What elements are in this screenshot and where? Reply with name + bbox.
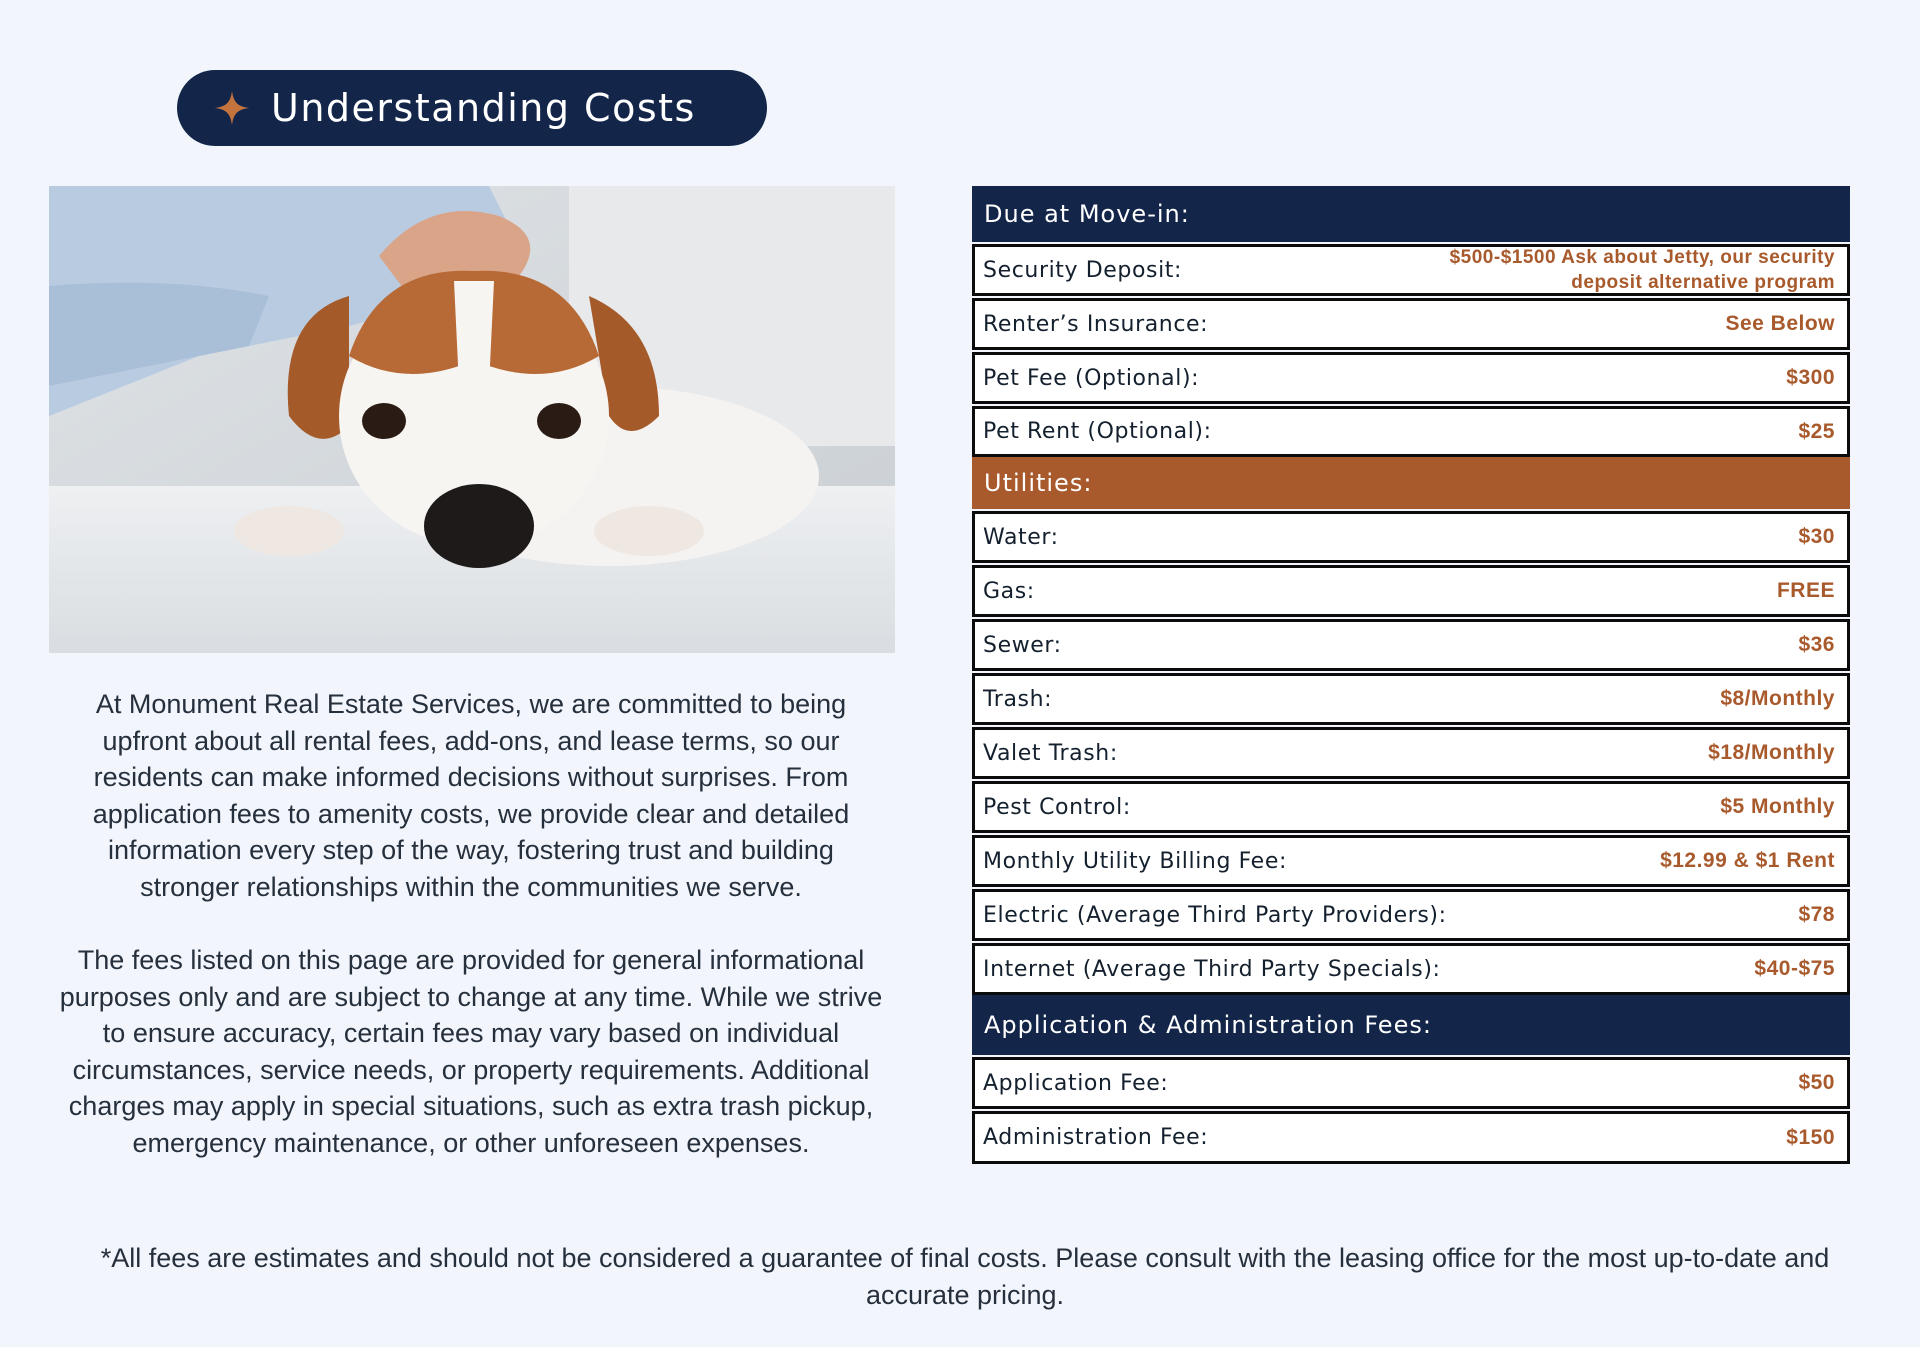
fee-value: $36 (1798, 633, 1835, 656)
fee-label: Trash: (983, 686, 1053, 712)
fee-label: Pet Rent (Optional): (983, 419, 1212, 444)
fee-value: $8/Monthly (1720, 687, 1835, 710)
fee-label: Gas: (983, 578, 1035, 604)
disclaimer-text: *All fees are estimates and should not be considered a guarantee of final costs. Please consult with the leasing office for the most up-to-date and accurate pricing. (100, 1243, 1830, 1310)
move-in-heading: Due at Move-in: (972, 186, 1850, 242)
fee-value: $500-$1500 Ask about Jetty, our security deposit alternative program (1449, 247, 1835, 293)
fee-value: $300 (1786, 366, 1835, 389)
fee-value: $150 (1786, 1125, 1835, 1149)
fee-row-utility-billing (972, 835, 1850, 887)
fee-value: $50 (1798, 1071, 1835, 1094)
fee-row-gas (972, 565, 1850, 617)
fee-value: FREE (1776, 579, 1835, 602)
dog-photo (49, 186, 895, 653)
page-title-banner (177, 70, 767, 146)
fee-row-sewer (972, 619, 1850, 671)
intro-paragraph-1: At Monument Real Estate Services, we are committed to being upfront about all rental fees, add-ons, and lease terms, so our residents can make informed decisions without surprises. From application fees to amenity costs, we provide clear and detailed information every step of the way, fostering trust and building stronger relationships within the communities we serve. (92, 689, 850, 902)
fee-value: $5 Monthly (1720, 795, 1835, 818)
fee-row-valet-trash (972, 727, 1850, 779)
fee-label: Valet Trash: (983, 740, 1118, 766)
fee-row-water (972, 511, 1850, 563)
fee-row-trash (972, 673, 1850, 725)
fee-label: Sewer: (983, 632, 1062, 658)
fee-value: See Below (1725, 312, 1835, 335)
application-heading: Application & Administration Fees: (972, 995, 1850, 1055)
intro-paragraph-2: The fees listed on this page are provided for general informational purposes only and are subject to change at any time. While we strive to ensure accuracy, certain fees may vary based on individual circumstances, service needs, or property requirements. Additional charges may apply in special situations, such as extra trash pickup, emergency maintenance, or other unforeseen expenses. (59, 945, 883, 1158)
fee-value: $30 (1798, 525, 1835, 548)
page-title: Understanding Costs (271, 86, 696, 130)
fee-label: Security Deposit: (983, 257, 1183, 283)
fee-row-pet-fee (972, 352, 1850, 404)
fee-value: $12.99 & $1 Rent (1660, 849, 1835, 872)
utilities-heading: Utilities: (972, 457, 1850, 509)
sparkle-icon (213, 89, 251, 127)
fee-row-pest-control (972, 781, 1850, 833)
fee-row-application (972, 1057, 1850, 1109)
fee-row-internet (972, 943, 1850, 995)
fee-label: Application Fee: (983, 1070, 1169, 1096)
fee-label: Water: (983, 524, 1059, 550)
fee-value: $40-$75 (1754, 957, 1835, 980)
fee-row-renters-insurance (972, 298, 1850, 350)
fee-label: Internet (Average Third Party Specials): (983, 956, 1441, 982)
fee-label: Renter’s Insurance: (983, 311, 1209, 337)
fee-label: Pest Control: (983, 794, 1131, 820)
fee-table (972, 186, 1850, 1164)
fee-label: Electric (Average Third Party Providers): (983, 902, 1447, 928)
fee-row-security-deposit (972, 244, 1850, 296)
fee-value: $25 (1798, 419, 1835, 443)
fee-label: Pet Fee (Optional): (983, 365, 1200, 391)
fee-value: $78 (1798, 903, 1835, 926)
intro-text (56, 686, 886, 1198)
fee-row-electric (972, 889, 1850, 941)
fee-label: Administration Fee: (983, 1125, 1209, 1150)
fee-value: $18/Monthly (1708, 741, 1835, 764)
fee-row-administration (972, 1111, 1850, 1164)
fee-label: Monthly Utility Billing Fee: (983, 848, 1287, 874)
fee-row-pet-rent (972, 406, 1850, 457)
